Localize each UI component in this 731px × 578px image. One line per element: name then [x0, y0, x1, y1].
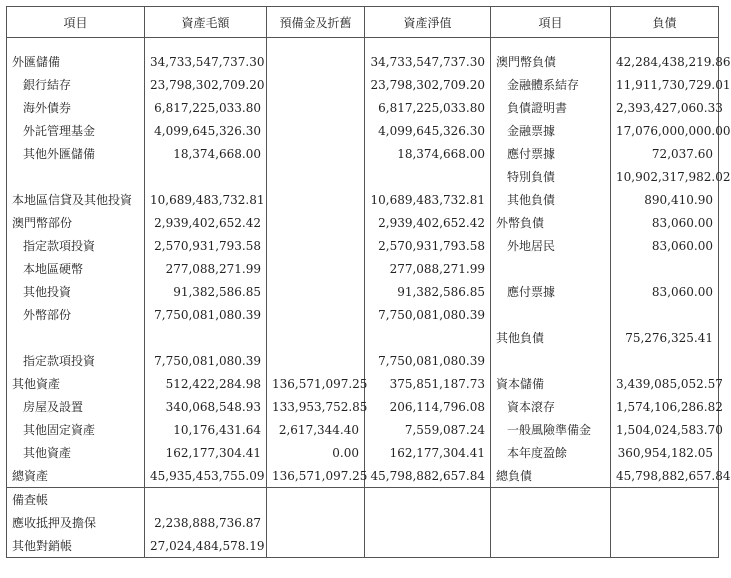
liability-item: 外地居民: [491, 234, 611, 257]
provisions-value: [267, 188, 365, 211]
total-provisions: 136,571,097.25: [267, 464, 365, 488]
liability-value: 10,902,317,982.02: [611, 165, 719, 188]
liability-item: 負債證明書: [491, 96, 611, 119]
asset-item: 指定款項投資: [7, 234, 145, 257]
liability-item: [491, 257, 611, 280]
liability-value: [611, 349, 719, 372]
asset-item: 銀行結存: [7, 73, 145, 96]
liability-item: 特別負債: [491, 165, 611, 188]
liability-item: 金融體系結存: [491, 73, 611, 96]
liability-item: 應付票據: [491, 142, 611, 165]
gross-assets-value: 10,689,483,732.81: [145, 188, 267, 211]
liability-item: 外幣負債: [491, 211, 611, 234]
table-row: [7, 50, 719, 73]
memo-row: [7, 488, 719, 512]
asset-item: 本地區信貸及其他投資: [7, 188, 145, 211]
asset-item: 其他資產: [7, 441, 145, 464]
provisions-value: [267, 165, 365, 188]
net-assets-value: 206,114,796.08: [365, 395, 491, 418]
net-assets-value: 162,177,304.41: [365, 441, 491, 464]
empty-cell: [267, 488, 365, 512]
total-liabilities-label: 總負債: [491, 464, 611, 488]
empty-cell: [365, 38, 491, 51]
empty-cell: [491, 488, 611, 512]
table-row: [7, 441, 719, 464]
asset-item: 外匯儲備: [7, 50, 145, 73]
liability-value: 3,439,085,052.57: [611, 372, 719, 395]
liability-item: 其他負債: [491, 326, 611, 349]
gross-assets-value: 34,733,547,737.30: [145, 50, 267, 73]
gross-assets-value: 6,817,225,033.80: [145, 96, 267, 119]
table-row: [7, 188, 719, 211]
table-row: [7, 349, 719, 372]
total-liabilities: 45,798,882,657.84: [611, 464, 719, 488]
liability-value: 42,284,438,219.86: [611, 50, 719, 73]
table-row: [7, 119, 719, 142]
memo-row: [7, 511, 719, 534]
gross-assets-value: [145, 326, 267, 349]
spacer-row: [7, 38, 719, 51]
empty-cell: [365, 534, 491, 558]
net-assets-value: 7,559,087.24: [365, 418, 491, 441]
asset-item: 外幣部份: [7, 303, 145, 326]
gross-assets-value: 340,068,548.93: [145, 395, 267, 418]
memo-item: 備查帳: [7, 488, 145, 512]
totals-row: [7, 464, 719, 488]
provisions-value: [267, 280, 365, 303]
table-row: [7, 303, 719, 326]
net-assets-value: 4,099,645,326.30: [365, 119, 491, 142]
net-assets-value: 7,750,081,080.39: [365, 303, 491, 326]
gross-assets-value: 2,570,931,793.58: [145, 234, 267, 257]
gross-assets-value: 91,382,586.85: [145, 280, 267, 303]
asset-item: 其他外匯儲備: [7, 142, 145, 165]
provisions-value: 136,571,097.25: [267, 372, 365, 395]
header-liabilities: 負債: [611, 7, 719, 38]
liability-item: 其他負債: [491, 188, 611, 211]
header-provisions: 預備金及折舊: [267, 7, 365, 38]
empty-cell: [145, 38, 267, 51]
asset-item: 澳門幣部份: [7, 211, 145, 234]
empty-cell: [267, 38, 365, 51]
provisions-value: [267, 50, 365, 73]
table-row: [7, 326, 719, 349]
provisions-value: [267, 119, 365, 142]
memo-item: 其他對銷帳: [7, 534, 145, 558]
liability-item: [491, 349, 611, 372]
asset-item: 指定款項投資: [7, 349, 145, 372]
provisions-value: 0.00: [267, 441, 365, 464]
liability-value: 17,076,000,000.00: [611, 119, 719, 142]
liability-item: 資本滾存: [491, 395, 611, 418]
liability-value: 11,911,730,729.01: [611, 73, 719, 96]
liability-item: 本年度盈餘: [491, 441, 611, 464]
table-row: [7, 73, 719, 96]
header-liability-item: 項目: [491, 7, 611, 38]
header-gross-assets: 資產毛額: [145, 7, 267, 38]
net-assets-value: 23,798,302,709.20: [365, 73, 491, 96]
empty-cell: [365, 488, 491, 512]
asset-item: 房屋及設置: [7, 395, 145, 418]
liability-value: [611, 303, 719, 326]
liability-item: 資本儲備: [491, 372, 611, 395]
table-body: [7, 38, 731, 558]
provisions-value: [267, 73, 365, 96]
provisions-value: [267, 257, 365, 280]
total-assets-label: 總資產: [7, 464, 145, 488]
table-row: [7, 372, 719, 395]
empty-cell: [491, 511, 611, 534]
net-assets-value: 10,689,483,732.81: [365, 188, 491, 211]
gross-assets-value: 512,422,284.98: [145, 372, 267, 395]
asset-item: 海外債券: [7, 96, 145, 119]
empty-cell: [365, 511, 491, 534]
liability-value: 83,060.00: [611, 234, 719, 257]
empty-cell: [491, 534, 611, 558]
provisions-value: [267, 142, 365, 165]
gross-assets-value: 10,176,431.64: [145, 418, 267, 441]
header-net-assets: 資產淨值: [365, 7, 491, 38]
table-row: [7, 142, 719, 165]
table-row: [7, 418, 719, 441]
asset-item: 其他資產: [7, 372, 145, 395]
liability-value: 1,574,106,286.82: [611, 395, 719, 418]
asset-item: 其他投資: [7, 280, 145, 303]
gross-assets-value: 2,939,402,652.42: [145, 211, 267, 234]
liability-item: [491, 303, 611, 326]
asset-item: [7, 326, 145, 349]
header-item: 項目: [7, 7, 145, 38]
net-assets-value: 34,733,547,737.30: [365, 50, 491, 73]
empty-cell: [611, 534, 719, 558]
provisions-value: [267, 326, 365, 349]
net-assets-value: 2,939,402,652.42: [365, 211, 491, 234]
provisions-value: [267, 96, 365, 119]
net-assets-value: [365, 326, 491, 349]
gross-assets-value: 7,750,081,080.39: [145, 349, 267, 372]
liability-value: 72,037.60: [611, 142, 719, 165]
net-assets-value: 375,851,187.73: [365, 372, 491, 395]
liability-value: 83,060.00: [611, 280, 719, 303]
balance-sheet-table: [6, 6, 731, 558]
empty-cell: [267, 511, 365, 534]
provisions-value: 2,617,344.40: [267, 418, 365, 441]
net-assets-value: [365, 165, 491, 188]
liability-value: 83,060.00: [611, 211, 719, 234]
empty-cell: [491, 38, 611, 51]
net-assets-value: 2,570,931,793.58: [365, 234, 491, 257]
memo-value: [145, 488, 267, 512]
empty-cell: [7, 38, 145, 51]
memo-value: 2,238,888,736.87: [145, 511, 267, 534]
liability-item: 澳門幣負債: [491, 50, 611, 73]
table-row: [7, 257, 719, 280]
empty-cell: [267, 534, 365, 558]
empty-cell: [611, 511, 719, 534]
asset-item: [7, 165, 145, 188]
empty-cell: [611, 488, 719, 512]
table-row: [7, 234, 719, 257]
table-row: [7, 211, 719, 234]
gross-assets-value: 4,099,645,326.30: [145, 119, 267, 142]
net-assets-value: 18,374,668.00: [365, 142, 491, 165]
table-row: [7, 165, 719, 188]
liability-item: 一般風險準備金: [491, 418, 611, 441]
liability-item: 金融票據: [491, 119, 611, 142]
memo-item: 應收抵押及擔保: [7, 511, 145, 534]
provisions-value: [267, 349, 365, 372]
gross-assets-value: 18,374,668.00: [145, 142, 267, 165]
net-assets-value: 6,817,225,033.80: [365, 96, 491, 119]
table-row: [7, 280, 719, 303]
gross-assets-value: [145, 165, 267, 188]
provisions-value: [267, 211, 365, 234]
liability-value: 75,276,325.41: [611, 326, 719, 349]
provisions-value: [267, 234, 365, 257]
net-assets-value: 7,750,081,080.39: [365, 349, 491, 372]
provisions-value: 133,953,752.85: [267, 395, 365, 418]
header-row: [7, 7, 719, 38]
gross-assets-value: 7,750,081,080.39: [145, 303, 267, 326]
asset-item: 其他固定資產: [7, 418, 145, 441]
liability-value: 1,504,024,583.70: [611, 418, 719, 441]
liability-item: 應付票據: [491, 280, 611, 303]
total-net-assets: 45,798,882,657.84: [365, 464, 491, 488]
empty-cell: [611, 38, 719, 51]
liability-value: 890,410.90: [611, 188, 719, 211]
liability-value: 360,954,182.05: [611, 441, 719, 464]
net-assets-value: 277,088,271.99: [365, 257, 491, 280]
gross-assets-value: 23,798,302,709.20: [145, 73, 267, 96]
provisions-value: [267, 303, 365, 326]
net-assets-value: 91,382,586.85: [365, 280, 491, 303]
table-row: [7, 395, 719, 418]
gross-assets-value: 162,177,304.41: [145, 441, 267, 464]
table-row: [7, 96, 719, 119]
liability-value: 2,393,427,060.33: [611, 96, 719, 119]
asset-item: 外託管理基金: [7, 119, 145, 142]
liability-value: [611, 257, 719, 280]
asset-item: 本地區硬幣: [7, 257, 145, 280]
memo-value: 27,024,484,578.19: [145, 534, 267, 558]
gross-assets-value: 277,088,271.99: [145, 257, 267, 280]
memo-row: [7, 534, 719, 558]
total-gross-assets: 45,935,453,755.09: [145, 464, 267, 488]
